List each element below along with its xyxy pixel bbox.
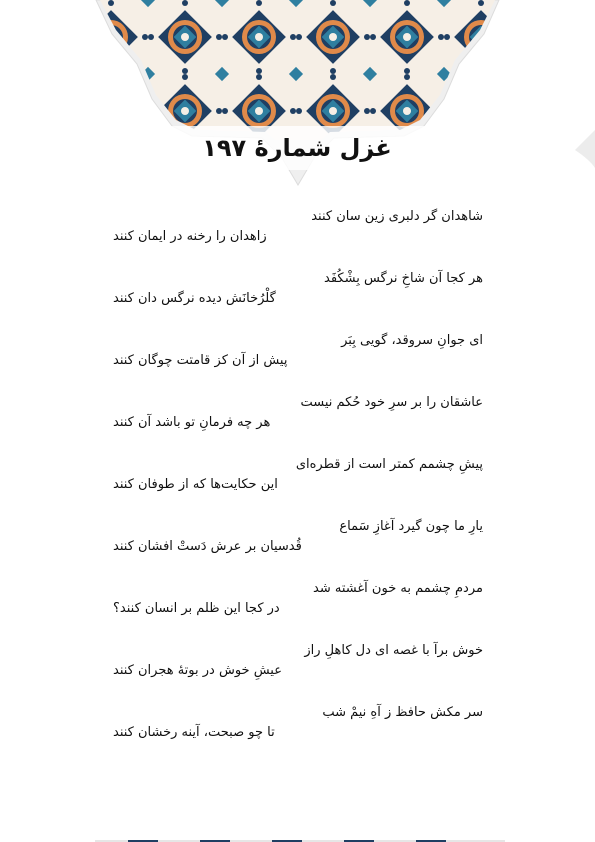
couplet-first-line: پیشِ چشمم کمتر است از قطره‌ای — [295, 457, 483, 472]
couplet-second-line: گلْرُخانَش دیده نرگس دان کنند — [113, 291, 276, 306]
footer-ornament — [0, 832, 595, 842]
couplet-second-line: پیش از آن کز قامتت چوگان کنند — [113, 353, 288, 368]
couplet-first-line: سر مکش حافظ ز آهِ نیمْ شب — [322, 705, 483, 720]
couplet-first-line: شاهدان گر دلبری زین سان کنند — [311, 209, 483, 224]
couplet-second-line: تا چو صبحت، آینه رخشان کنند — [113, 725, 275, 740]
couplet-first-line: ای جوانِ سروقد، گویی بِبَر — [341, 333, 483, 348]
couplet-first-line: هر کجا آن شاخِ نرگس بِشْکُفَد — [324, 271, 483, 286]
couplet-second-line: در کجا این ظلم بر انسان کنند؟ — [113, 601, 280, 616]
couplet — [113, 701, 483, 763]
couplet-second-line: هر چه فرمانِ تو باشد آن کنند — [113, 415, 271, 430]
couplet — [113, 515, 483, 577]
poem-title: غزل شمارهٔ ۱۹۷ — [202, 134, 392, 162]
couplet — [113, 329, 483, 391]
couplet-first-line: یارِ ما چون گیرد آغازِ سَماع — [339, 519, 483, 534]
couplet — [113, 267, 483, 329]
couplet-second-line: این حکایت‌ها که از طوفان کنند — [113, 477, 278, 492]
couplet — [113, 391, 483, 453]
couplet — [113, 577, 483, 639]
couplet — [113, 639, 483, 701]
header-ornament — [0, 0, 595, 200]
couplet-second-line: قُدسیان بر عرش دَستْ افشان کنند — [113, 539, 302, 554]
couplet-second-line: زاهدان را رخنه در ایمان کنند — [113, 229, 267, 244]
couplet-first-line: خوش برآ با غصه ای دل کاهلِ راز — [304, 643, 483, 658]
couplet-first-line: مردمِ چشمم به خون آغشته شد — [313, 581, 483, 596]
couplet — [113, 205, 483, 267]
couplet-first-line: عاشقان را بر سرِ خود حُکم نیست — [300, 395, 483, 410]
couplet-second-line: عیشِ خوش در بوتهٔ هجران کنند — [113, 663, 282, 678]
couplet — [113, 453, 483, 515]
poem-body — [113, 205, 483, 763]
title-plate — [112, 126, 482, 170]
